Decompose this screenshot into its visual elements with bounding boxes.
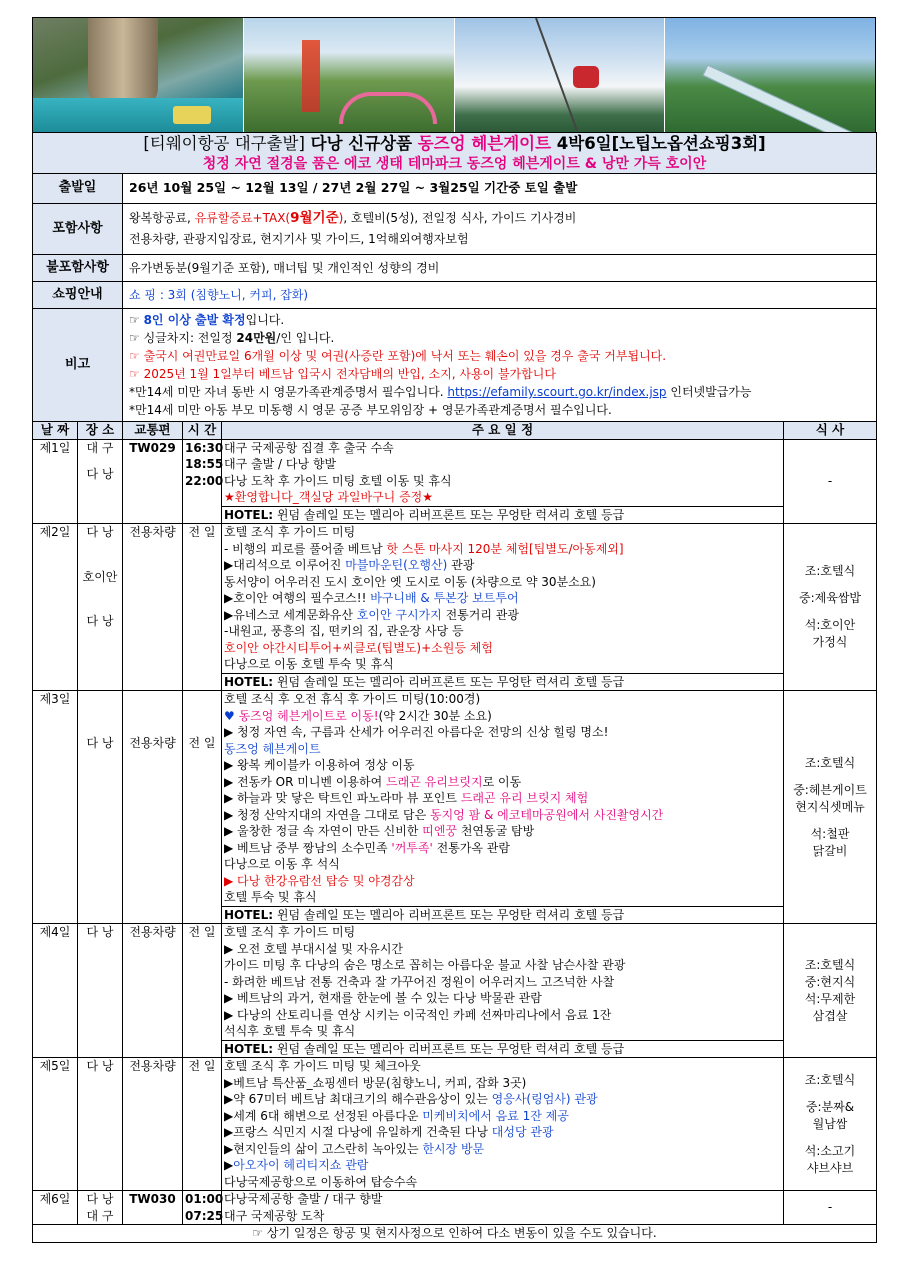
day-row [33,1058,877,1191]
day-place: 다 낭 [78,1058,123,1191]
shopping-row [33,282,877,309]
day-row [33,439,877,524]
footnote: ☞ 상기 일정은 항공 및 현지사정으로 인하여 다소 변동이 있을 수도 있습니다. [33,1225,877,1243]
page-title: [티웨이항공 대구출발] 다낭 신규상품 동즈엉 헤븐게이트 4박6일[노팁노옵션쇼핑3회] [143,134,766,153]
day-schedule: 다낭국제공항 출발 / 대구 향발 대구 국제공항 도착 [222,1191,784,1225]
title-row [33,133,877,174]
temple-tower-photo [244,18,455,132]
day-row [33,524,877,691]
header-meal: 식 사 [784,422,877,440]
depart-label: 출발일 [33,174,123,204]
day-row [33,1191,877,1225]
exclude-row [33,255,877,282]
day-label: 제3일 [33,691,78,924]
header-schedule: 주 요 일 정 [222,422,784,440]
itinerary-table [32,132,877,1243]
day-row [33,924,877,1058]
photo-banner [32,17,876,132]
itinerary-sheet [32,17,876,1243]
depart-row [33,174,877,204]
header-time: 시 간 [183,422,222,440]
day-row [33,691,877,924]
header-place: 장 소 [78,422,123,440]
shopping-label: 쇼핑안내 [33,282,123,309]
day-transport: TW030 [123,1191,183,1225]
depart-value: 26년 10월 25일 ~ 12월 13일 / 27년 2월 27일 ~ 3월25일 기간중 토일 출발 [123,174,877,204]
day-label: 제1일 [33,439,78,524]
day-meal: - [784,1191,877,1225]
day-time: 전 일 [183,691,222,924]
shopping-value: 쇼 핑 : 3회 (침향노니, 커피, 잡화) [123,282,877,309]
day-place: 다 낭 호이안 다 낭 [78,524,123,691]
day-time: 전 일 [183,924,222,1058]
cable-car-photo [455,18,666,132]
day-schedule: 호텔 조식 후 가이드 미팅 ▶ 오전 호텔 부대시설 및 자유시간 가이드 미팅 후 다낭의 숨은 명소로 꼽히는 아름다운 불교 사찰 남슨사찰 관광 - 화려한 베트남 전통 건축과 잘 가꾸어진 정원이 어우러지느 고즈넉한 사찰 ▶ 베트남의 과거, 현재를 한눈에 볼 수 있는 다낭 박물관 관람 ▶ 다낭의 산토리니를 연상 시키는 이국적인 카페 선짜마리나에서 음료 1잔 석식후 호텔 투숙 및 휴식 HOTEL: 윈덤 솔레일 또는 멜리아 리버프론트 또는 무엉탄 럭셔리 호텔 등급 [222,924,784,1058]
day-time: 16:30 18:55 22:00 [183,439,222,524]
day-time: 전 일 [183,524,222,691]
day-schedule: 대구 국제공항 집결 후 출국 수속 대구 출발 / 다낭 향발 다낭 도착 후 가이드 미팅 호텔 이동 및 휴식 ★환영합니다_객실당 과일바구니 증정★ HOTEL: 윈덤 솔레일 또는 멜리아 리버프론트 또는 무엉탄 럭셔리 호텔 등급 [222,439,784,524]
day-transport: 전용차량 [123,524,183,691]
glass-bridge-photo [665,18,875,132]
day-transport: 전용차량 [123,691,183,924]
include-value: 왕복항공료, 유류할증료+TAX(9월기준), 호텔비(5성), 전일정 식사, 가이드 기사경비 전용차량, 관광지입장료, 현지기사 및 가이드, 1억해외여행자보험 [123,204,877,255]
day-time: 01:00 07:25 [183,1191,222,1225]
notes-label: 비고 [33,309,123,422]
day-place: 다 낭 [78,691,123,924]
page-subtitle: 청정 자연 절경을 품은 에코 생태 테마파크 동즈엉 헤븐게이트 & 낭만 가득 호이안 [202,156,707,172]
day-transport: TW029 [123,439,183,524]
table-header [33,422,877,440]
day-label: 제6일 [33,1191,78,1225]
day-transport: 전용차량 [123,924,183,1058]
day-place: 다 낭 [78,924,123,1058]
include-row [33,204,877,255]
day-meal: 조:호텔식 중:제육쌈밥 석:호이안 가정식 [784,524,877,691]
day-label: 제4일 [33,924,78,1058]
cave-lake-photo [33,18,244,132]
day-meal: 조:호텔식 중:분짜& 월남쌈 석:소고기 샤브샤브 [784,1058,877,1191]
day-label: 제5일 [33,1058,78,1191]
exclude-value: 유가변동분(9월기준 포함), 매너팁 및 개인적인 성향의 경비 [123,255,877,282]
day-label: 제2일 [33,524,78,691]
notes-row [33,309,877,422]
header-transport: 교통편 [123,422,183,440]
day-schedule: 호텔 조식 후 가이드 미팅 및 체크아웃 ▶베트남 특산품_쇼핑센터 방문(침향노니, 커피, 잡화 3곳) ▶약 67미터 베트남 최대크기의 해수관음상이 있는 영응사(링엄사) 관광 ▶세계 6대 해변으로 선정된 아름다운 미케비치에서 음료 1잔 제공 ▶프랑스 식민지 시절 다낭에 유일하게 건축된 다낭 대성당 관광 ▶현지인들의 삶이 고스란히 녹아있는 한시장 방문 ▶아오자이 헤리티지쇼 관람 다낭국제공항으로 이동하여 탑승수속 [222,1058,784,1191]
day-meal: 조:호텔식 중:현지식 석:무제한 삼겹살 [784,924,877,1058]
notes-value: ☞ 8인 이상 출발 확정입니다. ☞ 싱글차지: 전일정 24만원/인 입니다. ☞ 출국시 여권만료일 6개월 이상 및 여권(사증란 포함)에 낙서 또는 훼손이 있을 경우 출국 거부됩니다. ☞ 2025년 1월 1일부터 베트남 입국시 전자담배의 반입, 소지, 사용이 불가합니다 *만14세 미만 자녀 동반 시 영문가족관계증명서 필수입니다. https://efamily.scourt.go.kr/index.jsp 인터넷발급가능 *만14세 미만 아동 부모 미동행 시 영문 공증 부모위임장 + 영문가족관계증명서 필수입니다. [123,309,877,422]
day-meal: - [784,439,877,524]
day-transport: 전용차량 [123,1058,183,1191]
footnote-row [33,1225,877,1243]
header-day: 날 짜 [33,422,78,440]
efamily-link[interactable]: https://efamily.scourt.go.kr/index.jsp [447,385,667,399]
day-place: 대 구 다 낭 [78,439,123,524]
day-schedule: 호텔 조식 후 오전 휴식 후 가이드 미팅(10:00경) ♥ 동즈엉 헤븐게이트로 이동!(약 2시간 30분 소요) ▶ 청정 자연 속, 구름과 산세가 어우러진 아름다운 전망의 신상 힐링 명소! 동즈엉 헤븐게이트 ▶ 왕복 케이블카 이용하여 정상 이동 ▶ 전동카 OR 미니벤 이용하여 드래곤 유리브릿지로 이동 ▶ 하늘과 맞 닿은 탁트인 파노라마 뷰 포인트 드래곤 유리 브릿지 체험 ▶ 청정 산악지대의 자연을 그대로 담은 동지엉 팜 & 에코테마공원에서 사진촬영시간 ▶ 울창한 정글 속 자연이 만든 신비한 띠엔꿍 천연동굴 탐방 ▶ 베트남 중부 짱남의 소수민족 '꺼투족' 전통가옥 관람 다낭으로 이동 후 석식 ▶ 다낭 한강유람선 탑승 및 야경감상 호텔 투숙 및 휴식 HOTEL: 윈덤 솔레일 또는 멜리아 리버프론트 또는 무엉탄 럭셔리 호텔 등급 [222,691,784,924]
include-label: 포함사항 [33,204,123,255]
day-time: 전 일 [183,1058,222,1191]
exclude-label: 불포함사항 [33,255,123,282]
day-schedule: 호텔 조식 후 가이드 미팅 - 비행의 피로를 풀어줄 베트남 핫 스톤 마사지 120분 체험[팁별도/아동제외] ▶대리석으로 이루어진 마블마운틴(오행산) 관광 동서양이 어우러진 도시 호이안 옛 도시로 이동 (차량으로 약 30분소요) ▶호이안 여행의 필수코스!! 바구니배 & 투본강 보트투어 ▶유네스코 세계문화유산 호이안 구시가지 전통거리 관광 -내원교, 풍흥의 집, 떤키의 집, 관운장 사당 등 호이안 야간시티투어+씨클로(팁별도)+소원등 체험 다낭으로 이동 호텔 투숙 및 휴식 HOTEL: 윈덤 솔레일 또는 멜리아 리버프론트 또는 무엉탄 럭셔리 호텔 등급 [222,524,784,691]
day-place: 다 낭 대 구 [78,1191,123,1225]
day-meal: 조:호텔식 중:헤븐게이트 현지식셋메뉴 석:철판 닭갈비 [784,691,877,924]
